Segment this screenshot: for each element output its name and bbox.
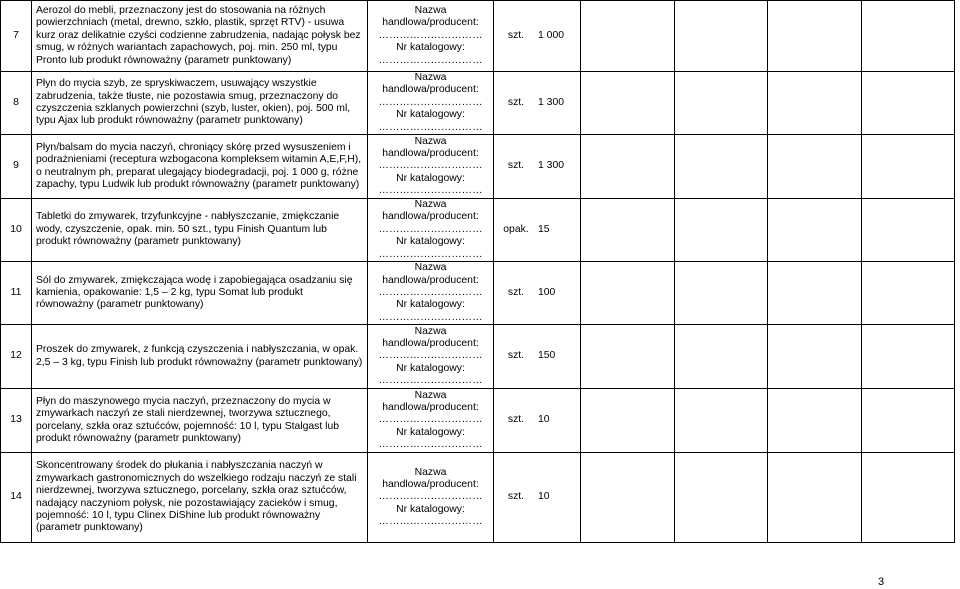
unit: szt. [494,389,539,453]
product-field [368,72,494,135]
row-number: 7 [1,1,32,72]
empty-cell [674,389,768,453]
catalog-label: Nr katalogowy: [396,503,465,515]
producer-dots: ………………………… [378,29,483,41]
item-description: Płyn/balsam do mycia naczyń, chroniący skórę przed wysuszeniem i podrażnieniami (receptura wzbogacona kompleksem witamin A,E,F,H), o neutralnym ph, preparat ulegający biodegradacji, poj. 1 000 g, różne zapachy, typu Ludwik lub produkt równoważny (parametr punktowany) [32,135,368,199]
producer-label: handlowa/producent: [382,17,479,29]
empty-cell [581,262,675,325]
producer-dots: ………………………… [378,286,483,298]
table-row [1,262,955,325]
empty-cell [581,135,675,199]
empty-cell [768,135,862,199]
producer-dots: ………………………… [378,160,483,172]
empty-cell [861,262,955,325]
catalog-label: Nr katalogowy: [396,362,465,374]
empty-cell [581,72,675,135]
name-label: Nazwa [414,5,447,16]
empty-cell [768,453,862,543]
producer-label: handlowa/producent: [382,211,479,223]
quantity: 100 [538,262,581,325]
row-number: 13 [1,389,32,453]
empty-cell [768,389,862,453]
product-field [368,389,494,453]
empty-cell [861,199,955,262]
row-number: 12 [1,325,32,389]
row-number: 11 [1,262,32,325]
empty-cell [861,325,955,389]
empty-cell [768,1,862,72]
producer-label: handlowa/producent: [382,84,479,96]
empty-cell [768,325,862,389]
empty-cell [674,262,768,325]
name-label: Nazwa [414,389,447,401]
empty-cell [861,1,955,72]
empty-cell [674,1,768,72]
product-field [368,199,494,262]
producer-label: handlowa/producent: [382,147,479,159]
item-description: Sól do zmywarek, zmiękczająca wodę i zapobiegająca osadzaniu się kamienia, opakowanie: 1,5 – 2 kg, typu Somat lub produkt równoważny (parametr punktowany) [32,262,368,325]
table-row [1,72,955,135]
unit: szt. [494,325,539,389]
producer-dots: ………………………… [378,414,483,426]
catalog-label: Nr katalogowy: [396,236,465,248]
item-description: Skoncentrowany środek do płukania i nabłyszczania naczyń w zmywarkach gastronomicznych do wszelkiego rodzaju naczyń ze stali nierdzewnej, tworzywa sztucznego, porcelany, szkła oraz sztućców, nadający naczyniom połysk, nie pozostawiający zacieków i smug, pojemność: 10 l, typu Clinex DiShine lub produkt równoważny (parametr punktowany) [32,453,368,543]
catalog-label: Nr katalogowy: [396,426,465,438]
catalog-dots: ………………………… [378,311,483,323]
item-description: Tabletki do zmywarek, trzyfunkcyjne - nabłyszczanie, zmiękczanie wody, czyszczenie, opak. min. 50 szt., typu Finish Quantum lub produkt równoważny (parametr punktowany) [32,199,368,262]
quantity: 10 [538,453,581,543]
table-row [1,453,955,543]
empty-cell [861,135,955,199]
empty-cell [581,389,675,453]
quantity: 150 [538,325,581,389]
row-number: 10 [1,199,32,262]
item-description: Płyn do maszynowego mycia naczyń, przeznaczony do mycia w zmywarkach naczyń ze stali nierdzewnej, tworzywa sztucznego, porcelany, szkła oraz sztućców, pojemność: 10 l, typu Stalgast lub produkt równoważny (parametr punktowany) [32,389,368,453]
page-number: 3 [878,576,885,588]
empty-cell [861,389,955,453]
empty-cell [674,135,768,199]
producer-dots: ………………………… [378,491,483,503]
unit: szt. [494,72,539,135]
producer-label: handlowa/producent: [382,479,479,491]
empty-cell [581,1,675,72]
empty-cell [768,72,862,135]
quantity: 1 000 [538,1,581,72]
name-label: Nazwa [414,199,447,211]
row-number: 14 [1,453,32,543]
catalog-dots: ………………………… [378,248,483,260]
empty-cell [581,325,675,389]
table-row [1,199,955,262]
table-row [1,389,955,453]
unit: szt. [494,1,539,72]
catalog-dots: ………………………… [378,439,483,451]
empty-cell [674,453,768,543]
empty-cell [768,199,862,262]
item-description: Płyn do mycia szyb, ze spryskiwaczem, usuwający wszystkie zabrudzenia, także tłuste, nie pozostawia smug, przeznaczony do czyszczenia szklanych powierzchni (szyb, luster, okien), poj. 500 ml, typu Ajax lub produkt równoważny (parametr punktowany) [32,72,368,135]
empty-cell [674,72,768,135]
unit: szt. [494,262,539,325]
catalog-label: Nr katalogowy: [396,42,465,54]
producer-label: handlowa/producent: [382,338,479,350]
empty-cell [861,453,955,543]
empty-cell [768,262,862,325]
catalog-dots: ………………………… [378,516,483,528]
name-label: Nazwa [414,325,447,337]
catalog-dots: ………………………… [378,54,483,66]
quantity: 1 300 [538,72,581,135]
producer-dots: ………………………… [378,350,483,362]
catalog-dots: ………………………… [378,185,483,197]
empty-cell [581,453,675,543]
product-field [368,453,494,543]
table-row [1,325,955,389]
quantity: 15 [538,199,581,262]
row-number: 8 [1,72,32,135]
producer-dots: ………………………… [378,223,483,235]
producer-label: handlowa/producent: [382,402,479,414]
catalog-dots: ………………………… [378,375,483,387]
quantity: 1 300 [538,135,581,199]
catalog-label: Nr katalogowy: [396,299,465,311]
name-label: Nazwa [414,72,447,84]
producer-dots: ………………………… [378,96,483,108]
name-label: Nazwa [414,466,447,478]
product-field [368,135,494,199]
producer-label: handlowa/producent: [382,274,479,286]
unit: opak. [494,199,539,262]
item-description: Aerozol do mebli, przeznaczony jest do stosowania na różnych powierzchniach (metal, drewno, szkło, plastik, sprzęt RTV) - usuwa kurz oraz delikatnie czyści codzienne zabrudzenia, nadając połysk bez smug, w różnych wariantach zapachowych, poj. min. 250 ml, typu Pronto lub produkt równoważny (parametr punktowany) [32,1,368,72]
table-body [1,1,955,543]
catalog-dots: ………………………… [378,121,483,133]
empty-cell [674,325,768,389]
product-field [368,262,494,325]
empty-cell [581,199,675,262]
product-field [368,325,494,389]
quantity: 10 [538,389,581,453]
empty-cell [861,72,955,135]
catalog-label: Nr katalogowy: [396,109,465,121]
empty-cell [674,199,768,262]
catalog-label: Nr katalogowy: [396,172,465,184]
name-label: Nazwa [414,135,447,147]
table-row [1,1,955,72]
item-description: Proszek do zmywarek, z funkcją czyszczenia i nabłyszczania, w opak. 2,5 – 3 kg, typu Finish lub produkt równoważny (parametr punktowany) [32,325,368,389]
row-number: 9 [1,135,32,199]
unit: szt. [494,453,539,543]
product-field [368,1,494,72]
unit: szt. [494,135,539,199]
name-label: Nazwa [414,262,447,274]
table-row [1,135,955,199]
